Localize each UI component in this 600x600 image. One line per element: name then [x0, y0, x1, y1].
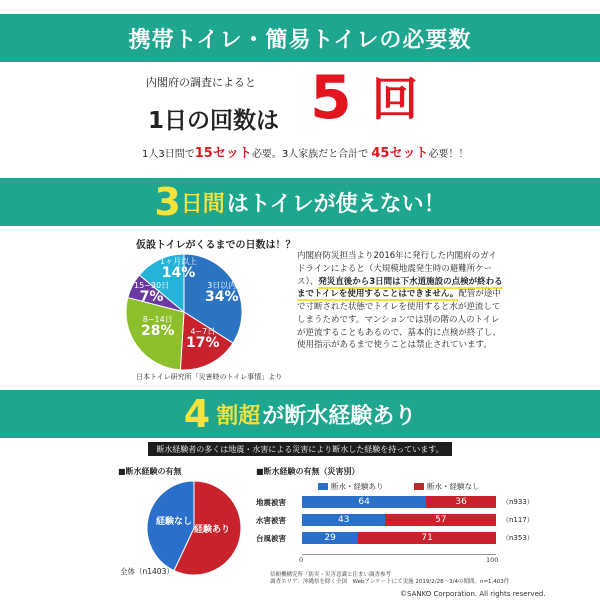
legend-yes-swatch	[318, 483, 328, 490]
header-banner	[0, 14, 600, 62]
bar-sample-size: （n353）	[502, 534, 534, 542]
paragraph-part-2: 配管が途中で寸断された状態でトイレを使用すると水が逆流してしまうためです。マンションでは別の階の人のトイレが逆流することもあるので、基本的に点検が終了し、使用指示があるまで使うことは禁止されています。	[297, 289, 501, 351]
daily-count-unit: 回	[372, 72, 418, 126]
set-count-note	[142, 142, 468, 161]
pie2-yes-label: 経験あり	[194, 525, 231, 535]
bar-chart-title: ■断水経験の有無（災害別）	[256, 467, 360, 476]
bar-category-label: 台風被害	[256, 534, 286, 543]
bar-sample-size: （n933）	[502, 498, 534, 506]
pie1-title: 仮設トイレがくるまでの日数は！？	[136, 240, 296, 251]
banner3-number: 4	[183, 392, 211, 436]
bar-category-label: 水害被害	[256, 516, 286, 525]
bar-segment-no: 36	[426, 496, 496, 508]
tick-100: 100	[486, 556, 499, 564]
banner3-rest: が断水経験あり	[262, 403, 417, 429]
note-pre: 1人3日間で	[142, 149, 195, 160]
bar-track	[302, 496, 496, 508]
pie2-heading: ■断水経験の有無	[118, 467, 182, 476]
note-post: 必要！！	[428, 149, 469, 160]
daily-count-section	[0, 62, 600, 172]
note-mid: 必要。3人家族だと合計で	[251, 149, 369, 160]
tick-0: 0	[299, 556, 304, 564]
bar-category-label: 地震被害	[256, 498, 286, 507]
paragraph-emphasis: 発災直後から3日間は下水道施設の点検が終わるまでトイレを使用することはできません。	[297, 276, 503, 300]
banner3-percent: 割超	[216, 403, 261, 429]
bar-source	[270, 572, 509, 586]
banner2-rest: はトイレが使えない！	[226, 191, 446, 217]
bar-segment-no: 57	[385, 514, 496, 526]
bar-track	[302, 532, 496, 544]
header-title: 携帯トイレ・簡易トイレの必要数	[128, 27, 472, 53]
banner2-days: 日間	[180, 191, 225, 217]
pie1-label-3: 8~14日 28%	[141, 315, 175, 340]
paragraph-part-1: 内閣府防災担当より2016年に発行した内閣府のガイドラインによると（大規模地震発生時の避難所ケース）、	[297, 251, 497, 287]
pie1-label-5: 1ヶ月以上 14%	[160, 257, 198, 282]
bar-segment-yes: 64	[302, 496, 426, 508]
survey-subtitle: 内閣府の調査によると	[146, 76, 256, 89]
daily-count-number: 5	[310, 63, 352, 133]
pie1-label-1: 3日以内 34%	[205, 281, 239, 306]
legend-yes: 断水・経験あり	[318, 481, 384, 492]
guideline-paragraph	[297, 250, 505, 352]
outage-caption-strip: 断水経験者の多くは地震・水害による災害により断水した経験を持っています。	[148, 442, 452, 456]
pie1-source: 日本トイレ研究所「災害時のトイレ事情」より	[136, 373, 283, 381]
bar-axis-line	[302, 554, 496, 555]
daily-count-text: 1日の回数は	[148, 108, 280, 134]
legend-no: 断水・経験なし	[414, 481, 480, 492]
note-red-1: 15セット	[194, 146, 252, 161]
bar-segment-yes: 43	[302, 514, 385, 526]
bar-segment-no: 71	[358, 532, 496, 544]
pie2-total: 全体（n1403）	[120, 567, 174, 576]
copyright: ©SANKO Corporation. All rights reserved.	[400, 590, 546, 598]
legend-no-swatch	[414, 483, 424, 490]
water-outage-banner	[0, 390, 600, 438]
pie1-label-4: 15~30日 7%	[134, 281, 170, 306]
bar-segment-yes: 29	[302, 532, 358, 544]
three-days-banner	[0, 178, 600, 226]
source-line-1: 信頼機構究所「防災・災害意識と住まい調査参考	[270, 572, 392, 578]
banner2-number: 3	[154, 180, 181, 224]
bar-sample-size: （n117）	[502, 516, 534, 524]
note-red-2: 45セット	[371, 146, 429, 161]
bar-track	[302, 514, 496, 526]
pie1-label-2: 4~7日 17%	[186, 327, 220, 352]
pie2-no-label: 経験なし	[156, 517, 193, 527]
source-line-2: 調査エリア：沖縄県を除く全国 Webアンケートにて実施 2019/2/28～3/4の期間。n=1,403件	[270, 578, 510, 585]
